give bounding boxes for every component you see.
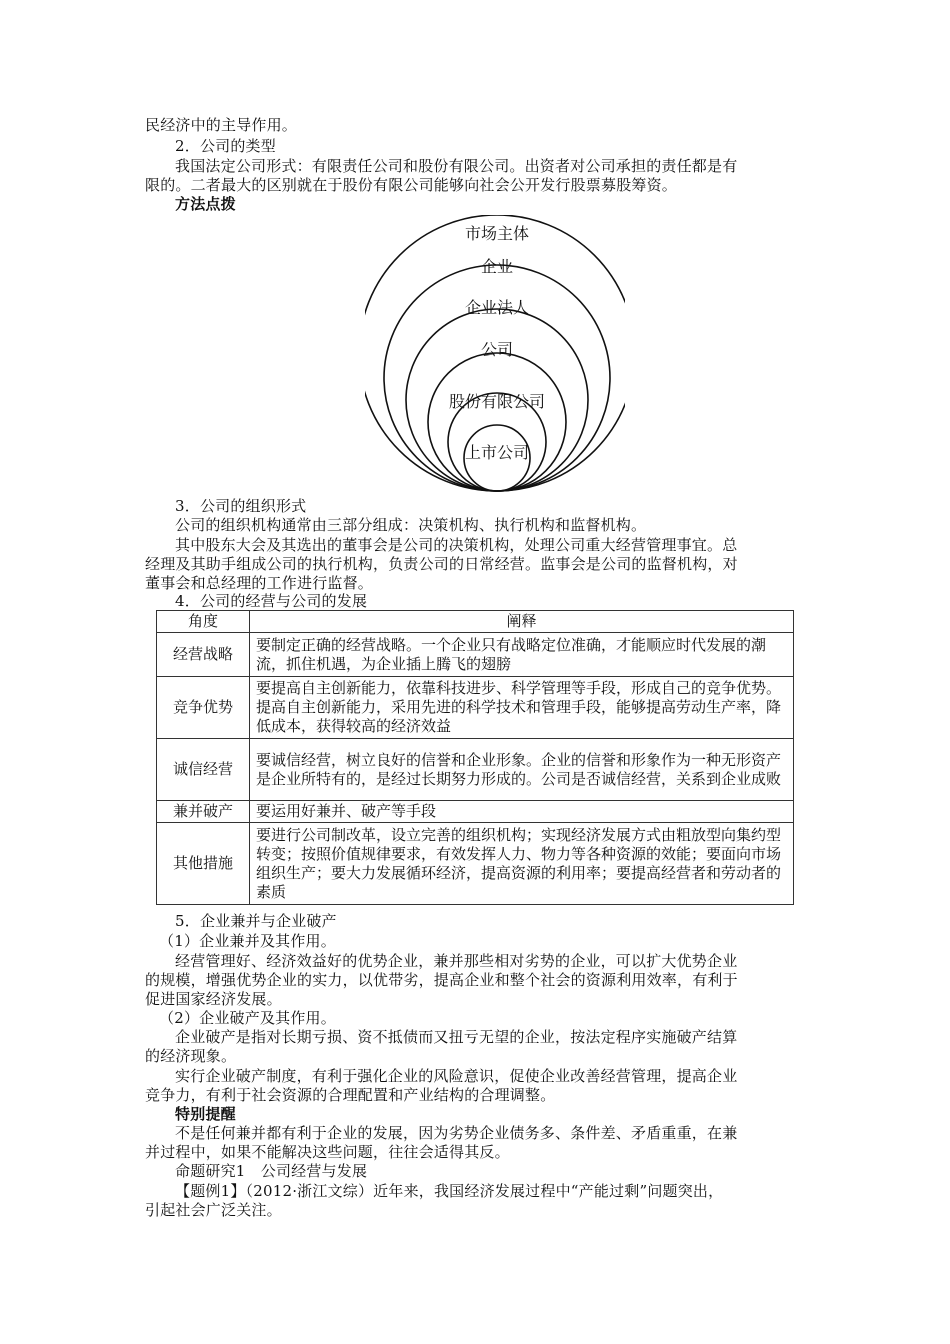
text-line: 企业破产是指对长期亏损、资不抵债而又扭亏无望的企业，按法定程序实施破产结算 (175, 1028, 738, 1046)
table-row (157, 823, 794, 905)
text-line: 限的。二者最大的区别就在于股份有限公司能够向社会公开发行股票募股筹资。 (145, 176, 678, 194)
text-line: 实行企业破产制度，有利于强化企业的风险意识，促使企业改善经营管理，提高企业 (175, 1067, 738, 1085)
sub-heading: （2）企业破产及其作用。 (159, 1009, 336, 1027)
circle-label: 市场主体 (464, 224, 530, 243)
text-line: 公司的组织机构通常由三部分组成：决策机构、执行机构和监督机构。 (175, 516, 647, 534)
section-heading: 2．公司的类型 (175, 137, 276, 155)
row-desc: 要运用好兼并、破产等手段 (250, 801, 794, 823)
row-desc: 要诚信经营，树立良好的信誉和企业形象。企业的信誉和形象作为一种无形资产是企业所特有的，是经过长期努力形成的。公司是否诚信经营，关系到企业成败 (250, 739, 794, 801)
reminder-heading: 特别提醒 (175, 1105, 236, 1123)
text-line: 促进国家经济发展。 (145, 990, 282, 1008)
table-row (157, 739, 794, 801)
row-aspect: 其他措施 (157, 823, 250, 905)
text-line: 其中股东大会及其选出的董事会是公司的决策机构，处理公司重大经营管理事宜。总 (175, 536, 738, 554)
text-line: 不是任何兼并都有利于企业的发展，因为劣势企业债务多、条件差、矛盾重重，在兼 (175, 1124, 738, 1142)
row-aspect: 经营战略 (157, 633, 250, 677)
circle-label: 股份有限公司 (448, 392, 546, 411)
text-line: 我国法定公司形式：有限责任公司和股份有限公司。出资者对公司承担的责任都是有 (175, 157, 738, 175)
circle-label: 企业法人 (464, 298, 530, 317)
text-line: 的规模，增强优势企业的实力，以优带劣，提高企业和整个社会的资源利用效率，有利于 (145, 971, 738, 989)
circle-4 (428, 353, 566, 491)
circle-label: 公司 (480, 340, 514, 359)
row-aspect: 竞争优势 (157, 677, 250, 739)
text-line: 董事会和总经理的工作进行监督。 (145, 574, 374, 592)
row-desc: 要进行公司制改革，设立完善的组织机构；实现经济发展方式由粗放型向集约型转变；按照价值规律要求，有效发挥人力、物力等各种资源的效能；要面向市场组织生产；要大力发展循环经济，提高资源的利用率；要提高经营者和劳动者的素质 (250, 823, 794, 905)
nested-circles-diagram (365, 215, 625, 500)
text-line: 竞争力，有利于社会资源的合理配置和产业结构的合理调整。 (145, 1086, 556, 1104)
header-explanation: 阐释 (250, 611, 794, 633)
table-row (157, 677, 794, 739)
circle-label: 上市公司 (464, 443, 530, 462)
circle-label: 企业 (480, 257, 514, 276)
text-line: 【题例1】（2012·浙江文综）近年来，我国经济发展过程中“产能过剩”问题突出， (175, 1182, 724, 1200)
section-heading: 4．公司的经营与公司的发展 (175, 592, 368, 610)
sub-heading: （1）企业兼并及其作用。 (159, 932, 336, 950)
table-row (157, 801, 794, 823)
header-aspect: 角度 (157, 611, 250, 633)
method-heading: 方法点拨 (175, 195, 236, 213)
text-line: 民经济中的主导作用。 (145, 116, 298, 134)
text-line: 经营管理好、经济效益好的优势企业，兼并那些相对劣势的企业，可以扩大优势企业 (175, 952, 738, 970)
row-desc: 要制定正确的经营战略。一个企业只有战略定位准确，才能顺应时代发展的潮流，抓住机遇，为企业插上腾飞的翅膀 (250, 633, 794, 677)
section-heading: 5．企业兼并与企业破产 (175, 912, 337, 930)
row-aspect: 诚信经营 (157, 739, 250, 801)
text-line: 经理及其助手组成公司的执行机构，负责公司的日常经营。监事会是公司的监督机构，对 (145, 555, 738, 573)
text-line: 的经济现象。 (145, 1047, 237, 1065)
text-line: 引起社会广泛关注。 (145, 1201, 282, 1219)
table-row (157, 633, 794, 677)
section-heading: 3．公司的组织形式 (175, 497, 307, 515)
row-aspect: 兼并破产 (157, 801, 250, 823)
row-desc: 要提高自主创新能力，依靠科技进步、科学管理等手段，形成自己的竞争优势。提高自主创新能力，采用先进的科学技术和管理手段，能够提高劳动生产率，降低成本，获得较高的经济效益 (250, 677, 794, 739)
research-heading: 命题研究1 公司经营与发展 (175, 1162, 368, 1180)
table-header-row (157, 611, 794, 633)
business-development-table (156, 610, 794, 905)
text-line: 并过程中，如果不能解决这些问题，往往会适得其反。 (145, 1143, 510, 1161)
